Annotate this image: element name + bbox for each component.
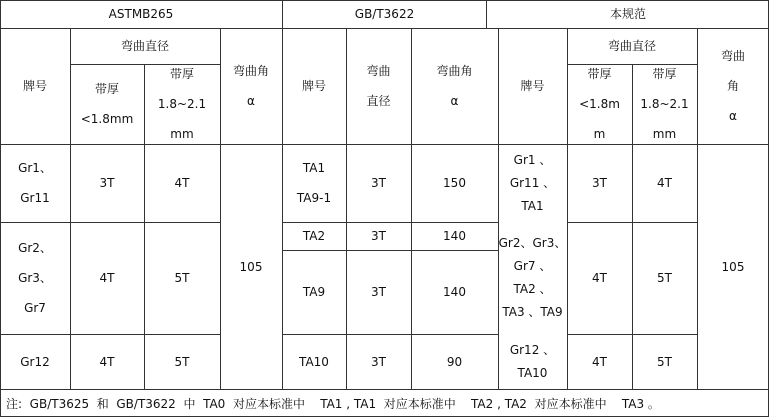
row2a-gbt-grade: TA2 xyxy=(302,229,326,243)
spec-bend-angle-header: 弯曲 角 α xyxy=(720,49,745,123)
astm-bend-angle-header: 弯曲角 α xyxy=(232,64,269,108)
row2-astm-grade: Gr2、 Gr3、 Gr7 xyxy=(18,241,52,315)
row3-spec-grade: Gr12 、 TA10 xyxy=(509,342,556,380)
row3-spec-thin: 4T xyxy=(592,354,607,369)
spec-grade-header: 牌号 xyxy=(520,79,545,93)
header-gbt: GB/T3622 xyxy=(354,7,415,21)
spec-thin-strip-header: 带厚 <1.8m m xyxy=(579,67,620,141)
spec-bend-angle-value: 105 xyxy=(721,259,745,274)
gbt-grade-header: 牌号 xyxy=(301,79,326,93)
row1-gbt-diameter: 3T xyxy=(371,176,386,190)
row3-astm-grade: Gr12 xyxy=(20,354,50,369)
row2b-gbt-angle: 140 xyxy=(443,285,466,299)
row2-astm-thin: 4T xyxy=(99,271,115,285)
row1-gbt-grade: TA1 TA9-1 xyxy=(296,161,332,205)
row1-gbt-angle: 150 xyxy=(443,176,466,190)
row2-spec-grade: Gr2、Gr3、 Gr7 、 TA2 、 TA3 、TA9 xyxy=(498,236,567,319)
spec-bend-diameter-header: 弯曲直径 xyxy=(607,39,656,53)
row2-astm-thick: 5T xyxy=(174,271,190,285)
row3-spec-thick: 5T xyxy=(657,354,672,369)
row1-astm-thick: 4T xyxy=(174,176,190,190)
row2-spec-thick: 5T xyxy=(657,271,672,285)
row3-gbt-grade: TA10 xyxy=(299,354,329,369)
header-spec: 本规范 xyxy=(609,7,646,21)
row3-gbt-diameter: 3T xyxy=(371,354,386,369)
astm-thin-strip-header: 带厚 <1.8mm xyxy=(80,82,134,126)
row1-astm-grade: Gr1、 Gr11 xyxy=(18,161,52,205)
astm-thick-strip-header: 带厚 1.8~2.1 mm xyxy=(157,67,207,141)
astm-bend-diameter-header: 弯曲直径 xyxy=(120,39,169,53)
row2b-gbt-diameter: 3T xyxy=(371,285,386,299)
gbt-bend-angle-header: 弯曲角 α xyxy=(436,64,473,108)
row1-spec-thin: 3T xyxy=(592,176,607,190)
header-astm: ASTMB265 xyxy=(108,7,174,21)
row1-astm-thin: 3T xyxy=(99,176,115,190)
astm-grade-header: 牌号 xyxy=(22,79,47,93)
astm-bend-angle-value: 105 xyxy=(239,259,263,274)
row2a-gbt-angle: 140 xyxy=(443,229,466,243)
row2a-gbt-diameter: 3T xyxy=(371,229,386,243)
table-footnote: 注: GB/T3625 和 GB/T3622 中 TA0 对应本标准中 TA1 , TA1 对应本标准中 TA2 , TA2 对应本标准中 TA3 。 xyxy=(6,397,660,411)
row3-astm-thin: 4T xyxy=(99,354,115,369)
spec-thick-strip-header: 带厚 1.8~2.1 mm xyxy=(640,67,689,141)
row3-astm-thick: 5T xyxy=(174,354,190,369)
row2b-gbt-grade: TA9 xyxy=(302,285,326,299)
row1-spec-thick: 4T xyxy=(657,176,672,190)
gbt-bend-diameter-header: 弯曲 直径 xyxy=(366,64,391,108)
row2-spec-thin: 4T xyxy=(592,271,607,285)
row3-gbt-angle: 90 xyxy=(446,354,463,369)
row1-spec-grade: Gr1 、 Gr11 、 TA1 xyxy=(509,152,556,213)
